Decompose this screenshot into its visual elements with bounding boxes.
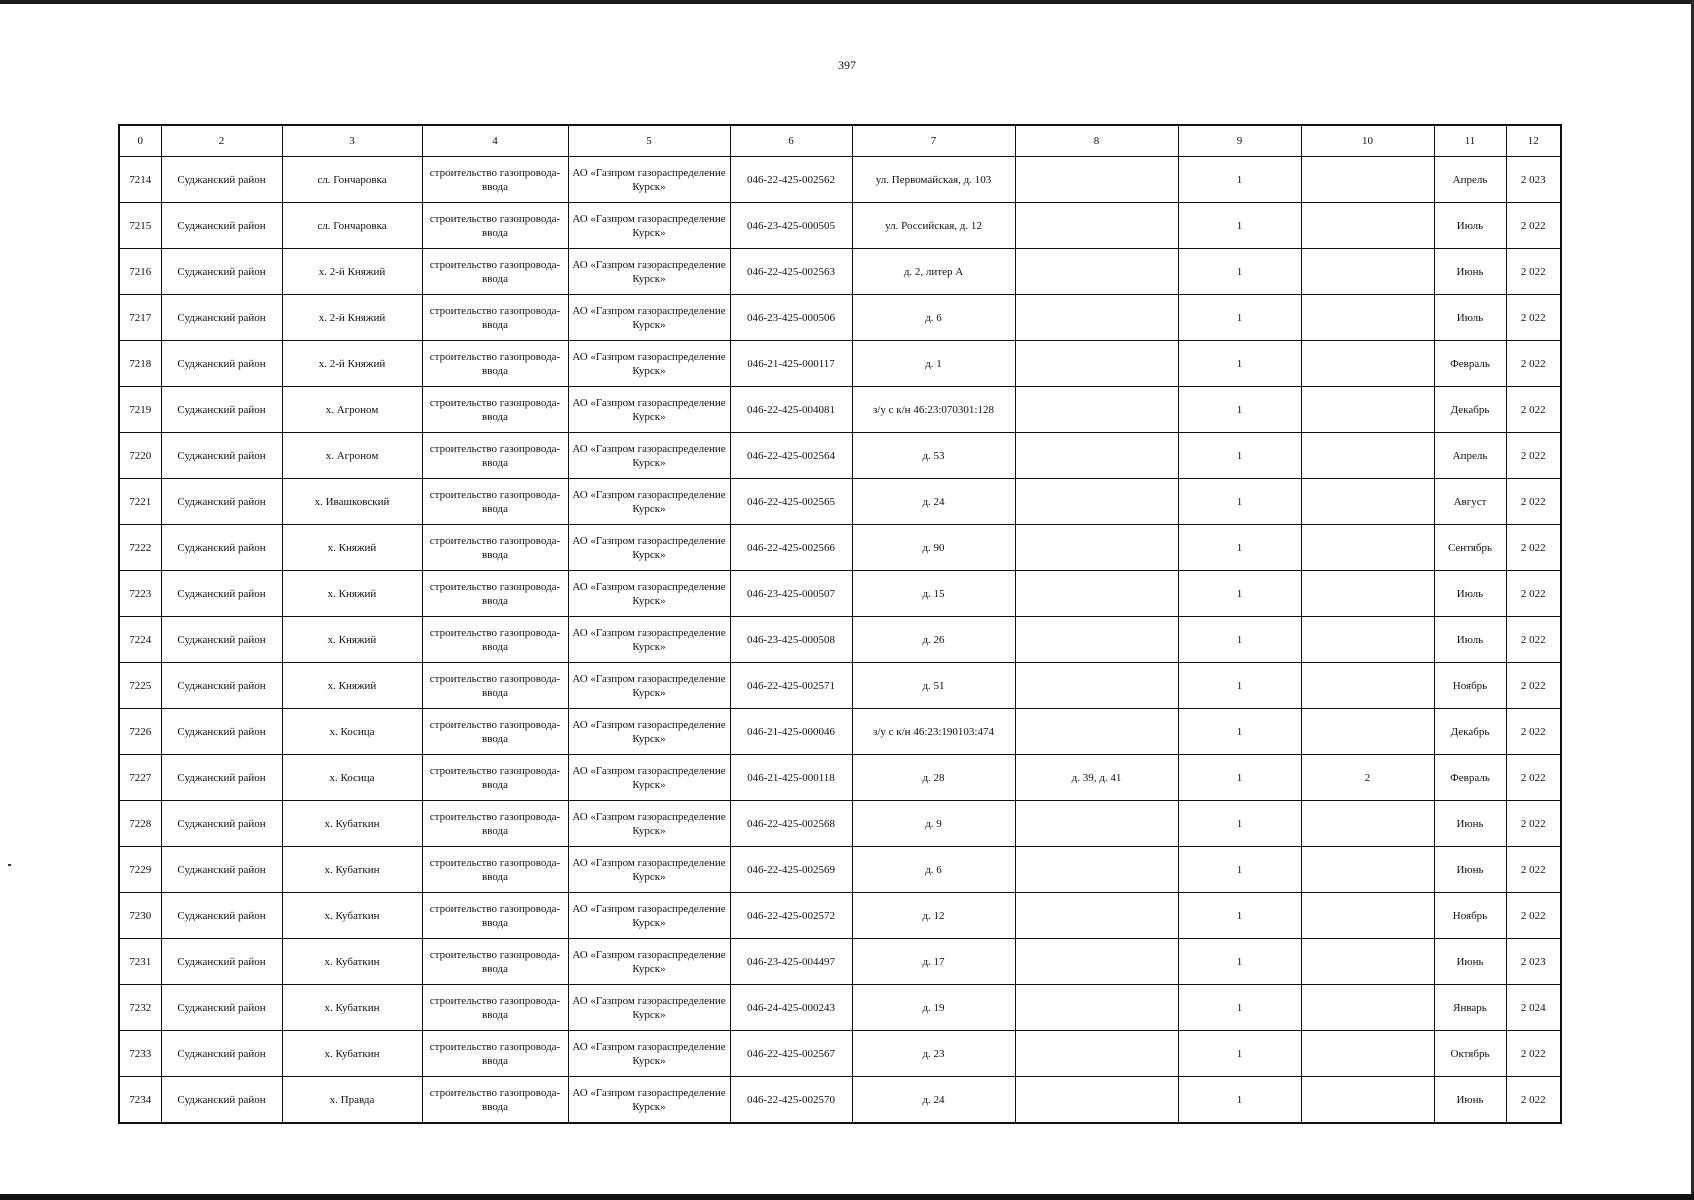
code-cell: 046-22-425-002566 <box>730 525 852 571</box>
code-cell: 046-21-425-000117 <box>730 341 852 387</box>
column-header-6: 6 <box>730 125 852 157</box>
row-number-cell: 7227 <box>119 755 161 801</box>
column-10-cell <box>1301 939 1434 985</box>
year-cell: 2 022 <box>1506 571 1561 617</box>
column-header-10: 10 <box>1301 125 1434 157</box>
address-cell: д. 53 <box>852 433 1015 479</box>
settlement-cell: х. Кубаткин <box>282 1031 422 1077</box>
month-cell: Октябрь <box>1434 1031 1506 1077</box>
column-10-cell <box>1301 433 1434 479</box>
column-8-cell <box>1015 571 1178 617</box>
column-8-cell <box>1015 341 1178 387</box>
column-9-cell: 1 <box>1178 709 1301 755</box>
column-10-cell <box>1301 157 1434 203</box>
column-header-2: 2 <box>161 125 282 157</box>
column-header-9: 9 <box>1178 125 1301 157</box>
organization-cell: АО «Газпром газораспределение Курск» <box>568 525 730 571</box>
column-9-cell: 1 <box>1178 939 1301 985</box>
address-cell: д. 24 <box>852 1077 1015 1124</box>
column-8-cell <box>1015 387 1178 433</box>
row-number-cell: 7218 <box>119 341 161 387</box>
column-10-cell <box>1301 295 1434 341</box>
scan-border-bottom <box>0 1194 1694 1200</box>
column-9-cell: 1 <box>1178 663 1301 709</box>
month-cell: Сентябрь <box>1434 525 1506 571</box>
row-number-cell: 7229 <box>119 847 161 893</box>
code-cell: 046-22-425-002569 <box>730 847 852 893</box>
header-row <box>119 125 1561 157</box>
row-number-cell: 7214 <box>119 157 161 203</box>
column-10-cell <box>1301 617 1434 663</box>
table-row <box>119 525 1561 571</box>
year-cell: 2 022 <box>1506 249 1561 295</box>
code-cell: 046-23-425-000507 <box>730 571 852 617</box>
work-type-cell: строительство газопровода-ввода <box>422 801 568 847</box>
district-cell: Суджанский район <box>161 801 282 847</box>
column-10-cell <box>1301 249 1434 295</box>
address-cell: д. 15 <box>852 571 1015 617</box>
work-type-cell: строительство газопровода-ввода <box>422 525 568 571</box>
column-10-cell <box>1301 479 1434 525</box>
code-cell: 046-22-425-002568 <box>730 801 852 847</box>
district-cell: Суджанский район <box>161 479 282 525</box>
settlement-cell: х. Кубаткин <box>282 939 422 985</box>
district-cell: Суджанский район <box>161 847 282 893</box>
column-9-cell: 1 <box>1178 249 1301 295</box>
settlement-cell: х. Ивашковский <box>282 479 422 525</box>
address-cell: з/у с к/н 46:23:190103:474 <box>852 709 1015 755</box>
organization-cell: АО «Газпром газораспределение Курск» <box>568 479 730 525</box>
month-cell: Июль <box>1434 571 1506 617</box>
code-cell: 046-21-425-000118 <box>730 755 852 801</box>
month-cell: Январь <box>1434 985 1506 1031</box>
code-cell: 046-22-425-002564 <box>730 433 852 479</box>
column-10-cell <box>1301 525 1434 571</box>
work-type-cell: строительство газопровода-ввода <box>422 295 568 341</box>
settlement-cell: х. Кубаткин <box>282 985 422 1031</box>
row-number-cell: 7219 <box>119 387 161 433</box>
row-number-cell: 7223 <box>119 571 161 617</box>
work-type-cell: строительство газопровода-ввода <box>422 341 568 387</box>
district-cell: Суджанский район <box>161 939 282 985</box>
month-cell: Июнь <box>1434 801 1506 847</box>
year-cell: 2 022 <box>1506 617 1561 663</box>
work-type-cell: строительство газопровода-ввода <box>422 1077 568 1124</box>
column-8-cell <box>1015 847 1178 893</box>
work-type-cell: строительство газопровода-ввода <box>422 939 568 985</box>
column-8-cell <box>1015 433 1178 479</box>
address-cell: д. 12 <box>852 893 1015 939</box>
code-cell: 046-22-425-002562 <box>730 157 852 203</box>
table-row <box>119 755 1561 801</box>
organization-cell: АО «Газпром газораспределение Курск» <box>568 663 730 709</box>
page-number: 397 <box>838 58 856 72</box>
table-body <box>119 157 1561 1124</box>
year-cell: 2 024 <box>1506 985 1561 1031</box>
column-10-cell <box>1301 709 1434 755</box>
year-cell: 2 022 <box>1506 709 1561 755</box>
month-cell: Декабрь <box>1434 387 1506 433</box>
settlement-cell: х. Кубаткин <box>282 893 422 939</box>
column-9-cell: 1 <box>1178 801 1301 847</box>
column-8-cell <box>1015 295 1178 341</box>
month-cell: Июнь <box>1434 847 1506 893</box>
table-row <box>119 341 1561 387</box>
organization-cell: АО «Газпром газораспределение Курск» <box>568 295 730 341</box>
district-cell: Суджанский район <box>161 617 282 663</box>
settlement-cell: х. Княжий <box>282 571 422 617</box>
month-cell: Июль <box>1434 617 1506 663</box>
column-8-cell <box>1015 939 1178 985</box>
organization-cell: АО «Газпром газораспределение Курск» <box>568 433 730 479</box>
row-number-cell: 7228 <box>119 801 161 847</box>
year-cell: 2 022 <box>1506 479 1561 525</box>
address-cell: д. 90 <box>852 525 1015 571</box>
row-number-cell: 7232 <box>119 985 161 1031</box>
table-row <box>119 617 1561 663</box>
column-10-cell <box>1301 847 1434 893</box>
code-cell: 046-22-425-004081 <box>730 387 852 433</box>
organization-cell: АО «Газпром газораспределение Курск» <box>568 203 730 249</box>
organization-cell: АО «Газпром газораспределение Курск» <box>568 157 730 203</box>
code-cell: 046-24-425-000243 <box>730 985 852 1031</box>
column-8-cell <box>1015 985 1178 1031</box>
settlement-cell: х. Княжий <box>282 663 422 709</box>
organization-cell: АО «Газпром газораспределение Курск» <box>568 617 730 663</box>
address-cell: д. 51 <box>852 663 1015 709</box>
column-10-cell <box>1301 203 1434 249</box>
month-cell: Декабрь <box>1434 709 1506 755</box>
organization-cell: АО «Газпром газораспределение Курск» <box>568 985 730 1031</box>
column-10-cell <box>1301 1077 1434 1124</box>
table-row <box>119 203 1561 249</box>
organization-cell: АО «Газпром газораспределение Курск» <box>568 939 730 985</box>
settlement-cell: х. Правда <box>282 1077 422 1124</box>
column-9-cell: 1 <box>1178 571 1301 617</box>
work-type-cell: строительство газопровода-ввода <box>422 433 568 479</box>
settlement-cell: х. Кубаткин <box>282 801 422 847</box>
column-9-cell: 1 <box>1178 847 1301 893</box>
code-cell: 046-21-425-000046 <box>730 709 852 755</box>
code-cell: 046-22-425-002565 <box>730 479 852 525</box>
month-cell: Апрель <box>1434 433 1506 479</box>
column-8-cell <box>1015 801 1178 847</box>
year-cell: 2 022 <box>1506 433 1561 479</box>
work-type-cell: строительство газопровода-ввода <box>422 249 568 295</box>
table-row <box>119 295 1561 341</box>
column-9-cell: 1 <box>1178 617 1301 663</box>
column-header-11: 11 <box>1434 125 1506 157</box>
table-row <box>119 387 1561 433</box>
district-cell: Суджанский район <box>161 341 282 387</box>
column-9-cell: 1 <box>1178 525 1301 571</box>
column-9-cell: 1 <box>1178 1077 1301 1124</box>
column-8-cell <box>1015 663 1178 709</box>
row-number-cell: 7217 <box>119 295 161 341</box>
address-cell: ул. Российская, д. 12 <box>852 203 1015 249</box>
register-table <box>118 124 1562 1124</box>
organization-cell: АО «Газпром газораспределение Курск» <box>568 387 730 433</box>
column-header-5: 5 <box>568 125 730 157</box>
address-cell: д. 24 <box>852 479 1015 525</box>
scan-border-top <box>0 0 1694 4</box>
year-cell: 2 022 <box>1506 1031 1561 1077</box>
table-row <box>119 709 1561 755</box>
row-number-cell: 7221 <box>119 479 161 525</box>
table-row <box>119 663 1561 709</box>
column-8-cell <box>1015 203 1178 249</box>
row-number-cell: 7234 <box>119 1077 161 1124</box>
code-cell: 046-22-425-002570 <box>730 1077 852 1124</box>
organization-cell: АО «Газпром газораспределение Курск» <box>568 801 730 847</box>
address-cell: д. 26 <box>852 617 1015 663</box>
organization-cell: АО «Газпром газораспределение Курск» <box>568 893 730 939</box>
column-10-cell <box>1301 1031 1434 1077</box>
year-cell: 2 022 <box>1506 847 1561 893</box>
work-type-cell: строительство газопровода-ввода <box>422 387 568 433</box>
work-type-cell: строительство газопровода-ввода <box>422 1031 568 1077</box>
work-type-cell: строительство газопровода-ввода <box>422 709 568 755</box>
row-number-cell: 7220 <box>119 433 161 479</box>
month-cell: Июль <box>1434 203 1506 249</box>
column-9-cell: 1 <box>1178 985 1301 1031</box>
year-cell: 2 022 <box>1506 341 1561 387</box>
row-number-cell: 7215 <box>119 203 161 249</box>
table-row <box>119 433 1561 479</box>
address-cell: з/у с к/н 46:23:070301:128 <box>852 387 1015 433</box>
code-cell: 046-22-425-002567 <box>730 1031 852 1077</box>
column-8-cell <box>1015 1031 1178 1077</box>
organization-cell: АО «Газпром газораспределение Курск» <box>568 249 730 295</box>
column-10-cell <box>1301 571 1434 617</box>
address-cell: д. 28 <box>852 755 1015 801</box>
column-header-0: 0 <box>119 125 161 157</box>
organization-cell: АО «Газпром газораспределение Курск» <box>568 1077 730 1124</box>
column-9-cell: 1 <box>1178 433 1301 479</box>
column-9-cell: 1 <box>1178 893 1301 939</box>
settlement-cell: х. Косица <box>282 709 422 755</box>
work-type-cell: строительство газопровода-ввода <box>422 617 568 663</box>
code-cell: 046-23-425-000508 <box>730 617 852 663</box>
column-header-12: 12 <box>1506 125 1561 157</box>
table-row <box>119 1031 1561 1077</box>
row-number-cell: 7216 <box>119 249 161 295</box>
organization-cell: АО «Газпром газораспределение Курск» <box>568 847 730 893</box>
work-type-cell: строительство газопровода-ввода <box>422 755 568 801</box>
month-cell: Февраль <box>1434 755 1506 801</box>
column-9-cell: 1 <box>1178 203 1301 249</box>
table-row <box>119 939 1561 985</box>
district-cell: Суджанский район <box>161 1031 282 1077</box>
year-cell: 2 022 <box>1506 387 1561 433</box>
month-cell: Апрель <box>1434 157 1506 203</box>
settlement-cell: х. Княжий <box>282 617 422 663</box>
month-cell: Июнь <box>1434 249 1506 295</box>
settlement-cell: х. Косица <box>282 755 422 801</box>
column-9-cell: 1 <box>1178 387 1301 433</box>
column-8-cell <box>1015 479 1178 525</box>
address-cell: д. 19 <box>852 985 1015 1031</box>
column-header-7: 7 <box>852 125 1015 157</box>
month-cell: Ноябрь <box>1434 893 1506 939</box>
code-cell: 046-23-425-000506 <box>730 295 852 341</box>
year-cell: 2 022 <box>1506 203 1561 249</box>
month-cell: Июнь <box>1434 939 1506 985</box>
row-number-cell: 7224 <box>119 617 161 663</box>
organization-cell: АО «Газпром газораспределение Курск» <box>568 341 730 387</box>
month-cell: Февраль <box>1434 341 1506 387</box>
table-row <box>119 847 1561 893</box>
column-header-3: 3 <box>282 125 422 157</box>
table-row <box>119 985 1561 1031</box>
table-row <box>119 571 1561 617</box>
work-type-cell: строительство газопровода-ввода <box>422 985 568 1031</box>
district-cell: Суджанский район <box>161 249 282 295</box>
month-cell: Июнь <box>1434 1077 1506 1124</box>
work-type-cell: строительство газопровода-ввода <box>422 479 568 525</box>
column-9-cell: 1 <box>1178 341 1301 387</box>
row-number-cell: 7233 <box>119 1031 161 1077</box>
month-cell: Ноябрь <box>1434 663 1506 709</box>
table-row <box>119 479 1561 525</box>
settlement-cell: сл. Гончаровка <box>282 203 422 249</box>
address-cell: д. 6 <box>852 295 1015 341</box>
column-9-cell: 1 <box>1178 479 1301 525</box>
settlement-cell: х. Кубаткин <box>282 847 422 893</box>
settlement-cell: х. Агроном <box>282 387 422 433</box>
column-10-cell <box>1301 341 1434 387</box>
scan-speck <box>8 864 11 866</box>
work-type-cell: строительство газопровода-ввода <box>422 893 568 939</box>
settlement-cell: сл. Гончаровка <box>282 157 422 203</box>
district-cell: Суджанский район <box>161 709 282 755</box>
year-cell: 2 022 <box>1506 525 1561 571</box>
address-cell: д. 6 <box>852 847 1015 893</box>
year-cell: 2 022 <box>1506 801 1561 847</box>
year-cell: 2 022 <box>1506 663 1561 709</box>
table-row <box>119 1077 1561 1124</box>
column-header-8: 8 <box>1015 125 1178 157</box>
district-cell: Суджанский район <box>161 893 282 939</box>
column-10-cell: 2 <box>1301 755 1434 801</box>
month-cell: Июль <box>1434 295 1506 341</box>
work-type-cell: строительство газопровода-ввода <box>422 571 568 617</box>
settlement-cell: х. 2-й Княжий <box>282 295 422 341</box>
district-cell: Суджанский район <box>161 387 282 433</box>
column-9-cell: 1 <box>1178 1031 1301 1077</box>
year-cell: 2 022 <box>1506 295 1561 341</box>
column-10-cell <box>1301 663 1434 709</box>
district-cell: Суджанский район <box>161 1077 282 1124</box>
column-10-cell <box>1301 893 1434 939</box>
district-cell: Суджанский район <box>161 755 282 801</box>
column-8-cell <box>1015 709 1178 755</box>
settlement-cell: х. Агроном <box>282 433 422 479</box>
organization-cell: АО «Газпром газораспределение Курск» <box>568 755 730 801</box>
settlement-cell: х. 2-й Княжий <box>282 249 422 295</box>
year-cell: 2 022 <box>1506 893 1561 939</box>
work-type-cell: строительство газопровода-ввода <box>422 157 568 203</box>
column-9-cell: 1 <box>1178 295 1301 341</box>
row-number-cell: 7230 <box>119 893 161 939</box>
month-cell: Август <box>1434 479 1506 525</box>
address-cell: д. 17 <box>852 939 1015 985</box>
code-cell: 046-22-425-002572 <box>730 893 852 939</box>
address-cell: д. 23 <box>852 1031 1015 1077</box>
district-cell: Суджанский район <box>161 525 282 571</box>
organization-cell: АО «Газпром газораспределение Курск» <box>568 709 730 755</box>
district-cell: Суджанский район <box>161 295 282 341</box>
column-10-cell <box>1301 985 1434 1031</box>
address-cell: д. 2, литер А <box>852 249 1015 295</box>
address-cell: ул. Первомайская, д. 103 <box>852 157 1015 203</box>
row-number-cell: 7225 <box>119 663 161 709</box>
code-cell: 046-23-425-004497 <box>730 939 852 985</box>
organization-cell: АО «Газпром газораспределение Курск» <box>568 571 730 617</box>
table-row <box>119 893 1561 939</box>
column-8-cell <box>1015 1077 1178 1124</box>
district-cell: Суджанский район <box>161 571 282 617</box>
district-cell: Суджанский район <box>161 663 282 709</box>
column-8-cell <box>1015 525 1178 571</box>
organization-cell: АО «Газпром газораспределение Курск» <box>568 1031 730 1077</box>
district-cell: Суджанский район <box>161 203 282 249</box>
year-cell: 2 022 <box>1506 755 1561 801</box>
work-type-cell: строительство газопровода-ввода <box>422 203 568 249</box>
column-10-cell <box>1301 387 1434 433</box>
district-cell: Суджанский район <box>161 157 282 203</box>
code-cell: 046-22-425-002571 <box>730 663 852 709</box>
district-cell: Суджанский район <box>161 985 282 1031</box>
row-number-cell: 7226 <box>119 709 161 755</box>
row-number-cell: 7222 <box>119 525 161 571</box>
row-number-cell: 7231 <box>119 939 161 985</box>
address-cell: д. 9 <box>852 801 1015 847</box>
column-8-cell: д. 39, д. 41 <box>1015 755 1178 801</box>
code-cell: 046-23-425-000505 <box>730 203 852 249</box>
settlement-cell: х. Княжий <box>282 525 422 571</box>
table-row <box>119 157 1561 203</box>
settlement-cell: х. 2-й Княжий <box>282 341 422 387</box>
column-9-cell: 1 <box>1178 755 1301 801</box>
column-8-cell <box>1015 157 1178 203</box>
year-cell: 2 023 <box>1506 157 1561 203</box>
column-8-cell <box>1015 893 1178 939</box>
table-row <box>119 801 1561 847</box>
column-9-cell: 1 <box>1178 157 1301 203</box>
column-10-cell <box>1301 801 1434 847</box>
table-row <box>119 249 1561 295</box>
column-header-4: 4 <box>422 125 568 157</box>
column-8-cell <box>1015 249 1178 295</box>
work-type-cell: строительство газопровода-ввода <box>422 847 568 893</box>
address-cell: д. 1 <box>852 341 1015 387</box>
work-type-cell: строительство газопровода-ввода <box>422 663 568 709</box>
year-cell: 2 022 <box>1506 1077 1561 1124</box>
column-8-cell <box>1015 617 1178 663</box>
year-cell: 2 023 <box>1506 939 1561 985</box>
district-cell: Суджанский район <box>161 433 282 479</box>
code-cell: 046-22-425-002563 <box>730 249 852 295</box>
